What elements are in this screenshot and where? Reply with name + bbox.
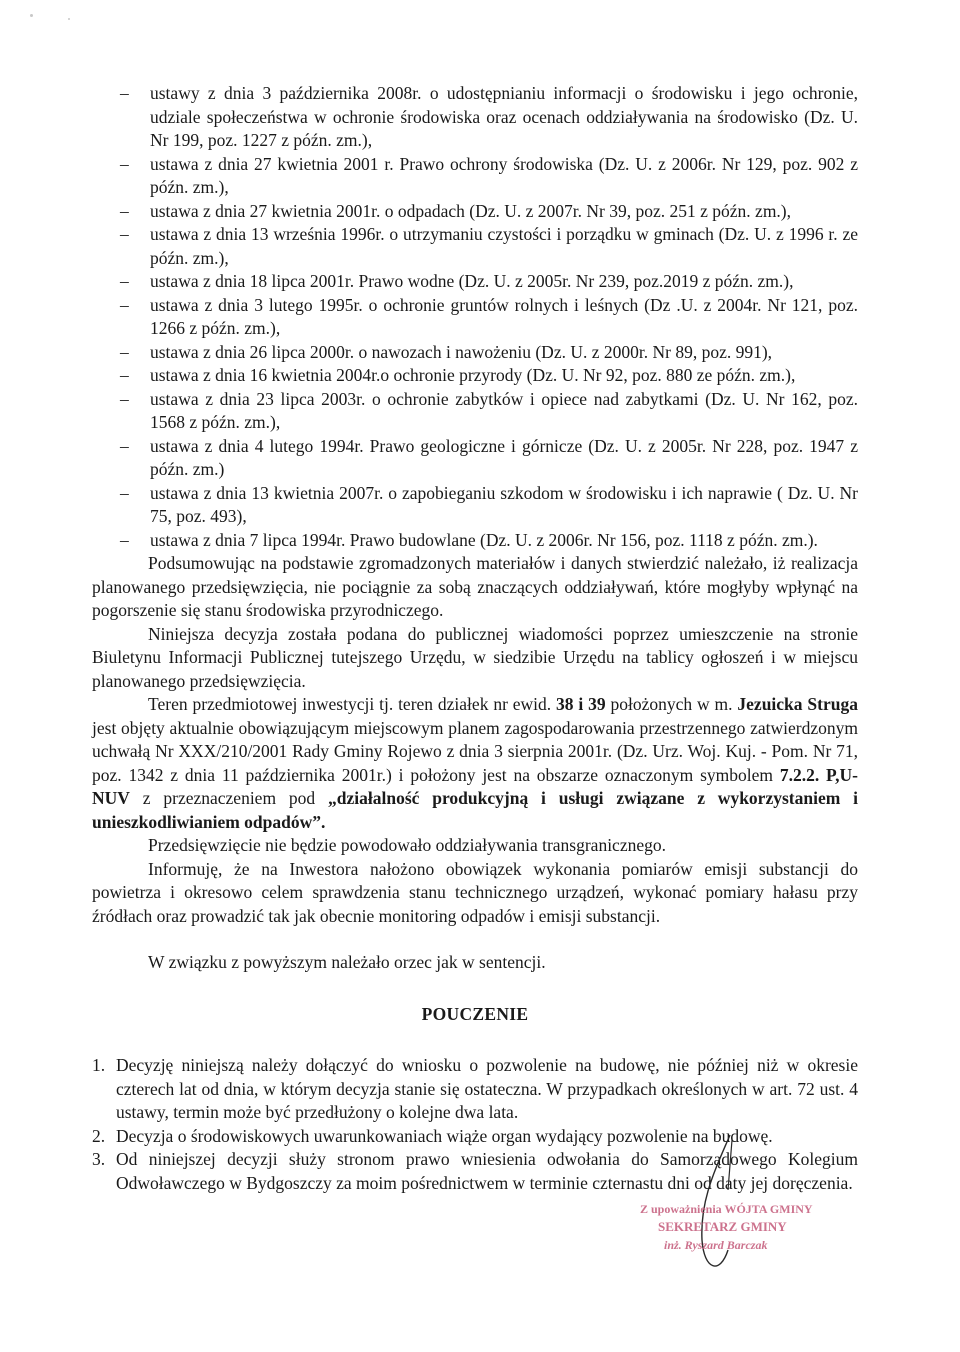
list-item-text: ustawa z dnia 7 lipca 1994r. Prawo budowlane (Dz. U. z 2006r. Nr 156, poz. 1118 z późn. zm.). <box>150 529 818 550</box>
stamp-line: Z upoważnienia WÓJTA GMINY <box>640 1202 813 1216</box>
obligations-paragraph: Informuję, że na Inwestora nałożono obowiązek wykonania pomiarów emisji substancji do powietrza i okresowo celem sprawdzenia stanu technicznego urządzeń, wykonać pomiary hałasu przy źródłach oraz prowadzić tak jak obecnie monitoring odpadów i emisji substancji. <box>92 858 858 926</box>
list-item <box>92 270 858 294</box>
zoning-text: z przeznaczeniem pod <box>129 788 328 808</box>
list-item-text: Decyzję niniejszą należy dołączyć do wniosku o pozwolenie na budowę, nie później niż w okresie czterech lat od dnia, w którym decyzja stanie się ostateczna. W przypadkach określonych w art. 72 ust. 4 ustawy, termin może być przedłużony o kolejne dwa lata. <box>116 1055 858 1122</box>
summary-paragraph: Podsumowując na podstawie zgromadzonych materiałów i danych stwierdzić należało, iż realizacja planowanego przedsięwzięcia, nie pociągnie za sobą znaczących oddziaływań, które mogłyby wpłynąć na pogorszenie się stanu środowiska przyrodniczego. <box>92 553 858 620</box>
list-item-text: ustawa z dnia 16 kwietnia 2004r.o ochronie przyrody (Dz. U. Nr 92, poz. 880 ze późn. zm.), <box>150 365 796 385</box>
dash-marker: – <box>120 224 129 244</box>
list-item <box>92 529 858 553</box>
list-item <box>92 364 858 388</box>
dash-marker: – <box>120 435 129 456</box>
dash-marker: – <box>120 83 129 103</box>
zone-symbol: 7.2.2. P,U-NUV <box>92 764 858 808</box>
list-item <box>92 341 858 365</box>
publication-paragraph: Niniejsza decyzja została podana do publicznej wiadomości poprzez umieszczenie na stronie Biuletynu Informacji Publicznej tutejszego Urzędu, w siedzibie Urzędu na tablicy ogłoszeń i w miejscu planowanego przedsięwzięcia. <box>92 623 858 691</box>
list-item-text: ustawa z dnia 4 lutego 1994r. Prawo geologiczne i górnicze (Dz. U. z 2005r. Nr 228, poz. 1947 z późn. zm.) <box>150 435 858 479</box>
dash-marker: – <box>120 388 129 409</box>
list-item <box>92 388 858 435</box>
dash-marker: – <box>120 271 129 291</box>
list-item-text: ustawa z dnia 26 lipca 2000r. o nawozach i nawożeniu (Dz. U. z 2000r. Nr 89, poz. 991), <box>150 341 773 362</box>
list-item-text: ustawa z dnia 3 lutego 1995r. o ochronie gruntów rolnych i leśnych (Dz .U. z 2004r. Nr 121, poz. 1266 z późn. zm.), <box>150 294 858 338</box>
list-item <box>92 153 858 200</box>
section-heading: POUCZENIE <box>421 1003 529 1024</box>
list-item-text: ustawa z dnia 27 kwietnia 2001r. o odpadach (Dz. U. z 2007r. Nr 39, poz. 251 z późn. zm.), <box>150 200 792 221</box>
list-item <box>92 435 858 482</box>
zoning-paragraph <box>92 693 858 834</box>
zoning-text: Teren przedmiotowej inwestycji tj. teren działek nr ewid. <box>148 694 557 714</box>
scan-speck <box>68 18 70 20</box>
list-item-text: ustawa z dnia 23 lipca 2003r. o ochronie zabytków i opiece nad zabytkami (Dz. U. Nr 162, poz. 1568 z późn. zm.), <box>150 388 858 432</box>
list-item-text: ustawa z dnia 27 kwietnia 2001 r. Prawo ochrony środowiska (Dz. U. z 2006r. Nr 129, poz. 902 z późn. zm.), <box>150 153 858 197</box>
locality-name: Jezuicka Struga <box>737 694 858 714</box>
item-number: 1. <box>92 1055 106 1075</box>
official-stamp <box>640 1200 830 1270</box>
dash-marker: – <box>120 529 129 550</box>
legal-basis-list <box>92 82 858 552</box>
zoning-text: jest objęty aktualnie obowiązującym miejscowym planem zagospodarowania przestrzennego zatwierdzonym uchwałą Nr XXX/210/2001 Rady Gminy Rojewo z dnia 3 sierpnia 2001r. (Dz. Urz. Woj. Kuj. - Pom. Nr 71, poz. 1342 z dnia 11 października 2001r.) i położony jest na obszarze oznaczonym symbolem <box>92 717 858 785</box>
list-item <box>92 1054 858 1125</box>
list-item <box>92 482 858 529</box>
list-item-text: ustawy z dnia 3 października 2008r. o udostępnianiu informacji o środowisku i jego ochronie, udziale społeczeństwa w ochronie środowiska oraz ocenach oddziaływania na środowisko (Dz. U. Nr 199, poz. 1227 z późn. zm.), <box>150 83 858 150</box>
list-item <box>92 82 858 153</box>
zoning-text: położonych w m. <box>605 694 738 714</box>
list-item-text: ustawa z dnia 18 lipca 2001r. Prawo wodne (Dz. U. z 2005r. Nr 239, poz.2019 z późn. zm.), <box>150 271 794 291</box>
zone-purpose: „działalność produkcyjną i usługi związane z wykorzystaniem i unieszkodliwianiem odpadów”. <box>92 788 858 832</box>
dash-marker: – <box>120 365 129 385</box>
parcel-numbers: 38 i 39 <box>556 694 606 714</box>
list-item-text: ustawa z dnia 13 września 1996r. o utrzymaniu czystości i porządku w gminach (Dz. U. z 1996 r. ze późn. zm.), <box>150 224 858 268</box>
dash-marker: – <box>120 294 129 315</box>
list-item <box>92 223 858 270</box>
item-number: 3. <box>92 1149 106 1169</box>
stamp-line: SEKRETARZ GMINY <box>658 1219 787 1234</box>
document-body <box>92 82 858 1195</box>
list-item <box>92 294 858 341</box>
list-item-text: Decyzja o środowiskowych uwarunkowaniach wiąże organ wydający pozwolenie na budowę. <box>116 1125 773 1146</box>
dash-marker: – <box>120 200 129 221</box>
dash-marker: – <box>120 153 129 174</box>
dash-marker: – <box>120 341 129 362</box>
conclusion-paragraph: W związku z powyższym należało orzec jak w sentencji. <box>148 952 546 972</box>
list-item <box>92 200 858 224</box>
list-item-text: ustawa z dnia 13 kwietnia 2007r. o zapobieganiu szkodom w środowisku i ich naprawie ( Dz. U. Nr 75, poz. 493), <box>150 482 858 526</box>
dash-marker: – <box>120 482 129 503</box>
transboundary-paragraph: Przedsięwzięcie nie będzie powodowało oddziaływania transgranicznego. <box>148 835 666 855</box>
item-number: 2. <box>92 1125 106 1146</box>
list-item-text: Od niniejszej decyzji służy stronom prawo wniesienia odwołania do Samorządowego Kolegium Odwoławczego w Bydgoszczy za moim pośrednictwem w terminie czternastu dni od daty jej doręczenia. <box>116 1149 858 1193</box>
stamp-line: inż. Ryszard Barczak <box>664 1238 768 1252</box>
scan-speck <box>30 14 33 17</box>
